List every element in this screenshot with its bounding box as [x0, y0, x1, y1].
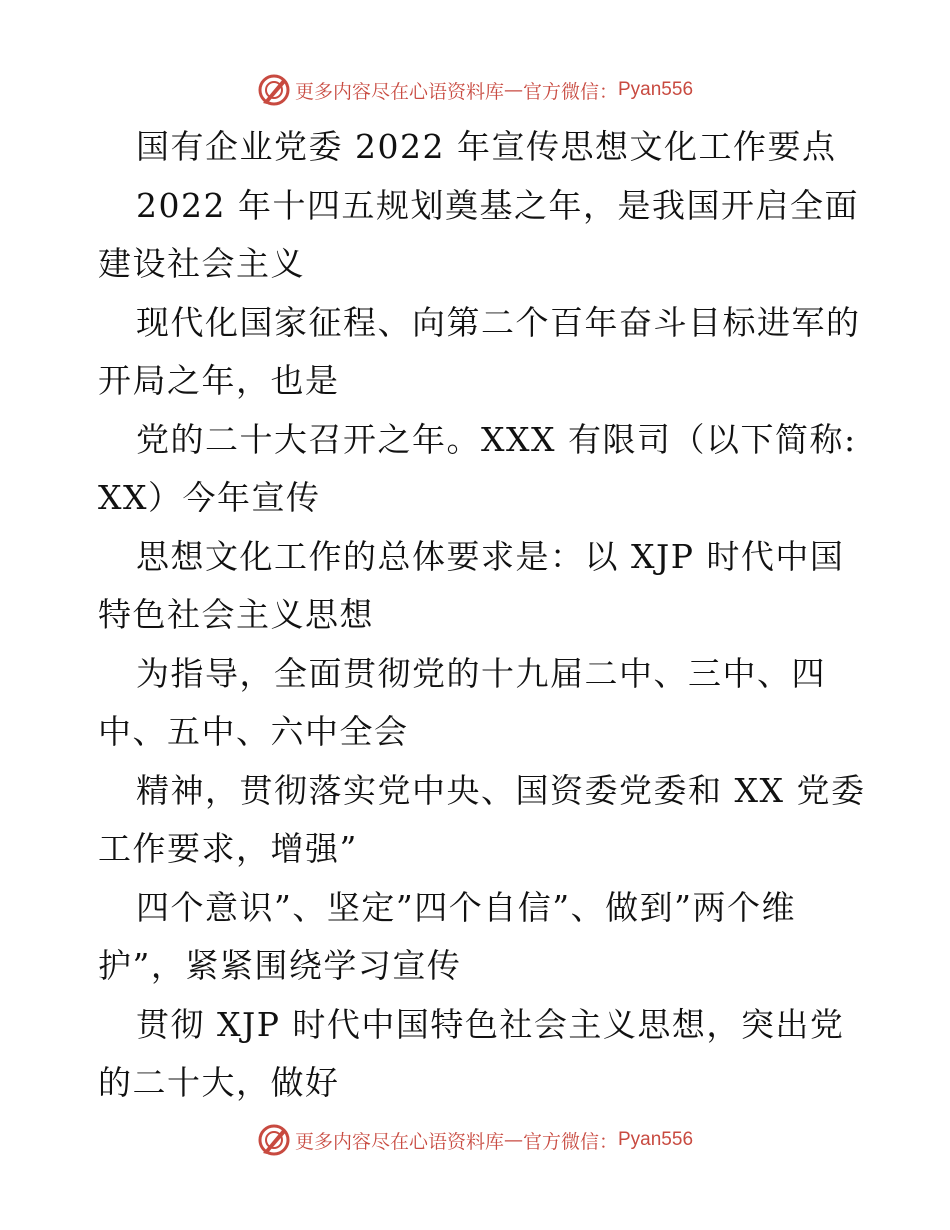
- watermark-text: 更多内容尽在心语资料库: [294, 1130, 504, 1153]
- footer-watermark: [0, 1120, 950, 1160]
- text-line: 中、五中、六中全会: [98, 712, 409, 751]
- document-body: [98, 118, 866, 1113]
- watermark-official-label: 官方微信：: [522, 80, 618, 103]
- text-line: 党的二十大召开之年。XXX 有限司（以下简称:: [136, 419, 857, 459]
- text-line: 护”，紧紧围绕学习宣传: [98, 946, 462, 985]
- quill-logo-icon: [257, 1123, 291, 1157]
- quill-logo-icon: [257, 73, 291, 107]
- watermark-separator: —: [503, 79, 523, 101]
- text-line: 精神，贯彻落实党中央、国资委党委和 XX 党委: [136, 770, 866, 810]
- watermark-separator: —: [503, 1129, 523, 1151]
- text-line: XX）今年宣传: [98, 478, 321, 517]
- watermark-official-label: 官方微信：: [522, 1130, 618, 1153]
- header-watermark: [0, 70, 950, 110]
- text-line: 的二十大，做好: [98, 1063, 340, 1102]
- text-line: 国有企业党委 2022 年宣传思想文化工作要点: [136, 127, 837, 166]
- text-line: 特色社会主义思想: [98, 595, 374, 634]
- text-line: 现代化国家征程、向第二个百年奋斗目标进军的: [136, 302, 861, 342]
- text-line: 建设社会主义: [98, 244, 305, 283]
- watermark-account: Pyan556: [618, 79, 694, 100]
- watermark-text: 更多内容尽在心语资料库: [294, 80, 504, 103]
- text-line: 开局之年，也是: [98, 361, 340, 400]
- text-line: 四个意识”、坚定”四个自信”、做到”两个维: [136, 887, 796, 927]
- watermark-account: Pyan556: [618, 1129, 694, 1150]
- text-line: 贯彻 XJP 时代中国特色社会主义思想，突出党: [136, 1004, 845, 1044]
- text-line: 工作要求，增强”: [98, 829, 358, 868]
- text-line: 思想文化工作的总体要求是：以 XJP 时代中国: [136, 536, 845, 576]
- text-line: 2022 年十四五规划奠基之年，是我国开启全面: [136, 185, 859, 225]
- text-line: 为指导，全面贯彻党的十九届二中、三中、四: [136, 653, 826, 693]
